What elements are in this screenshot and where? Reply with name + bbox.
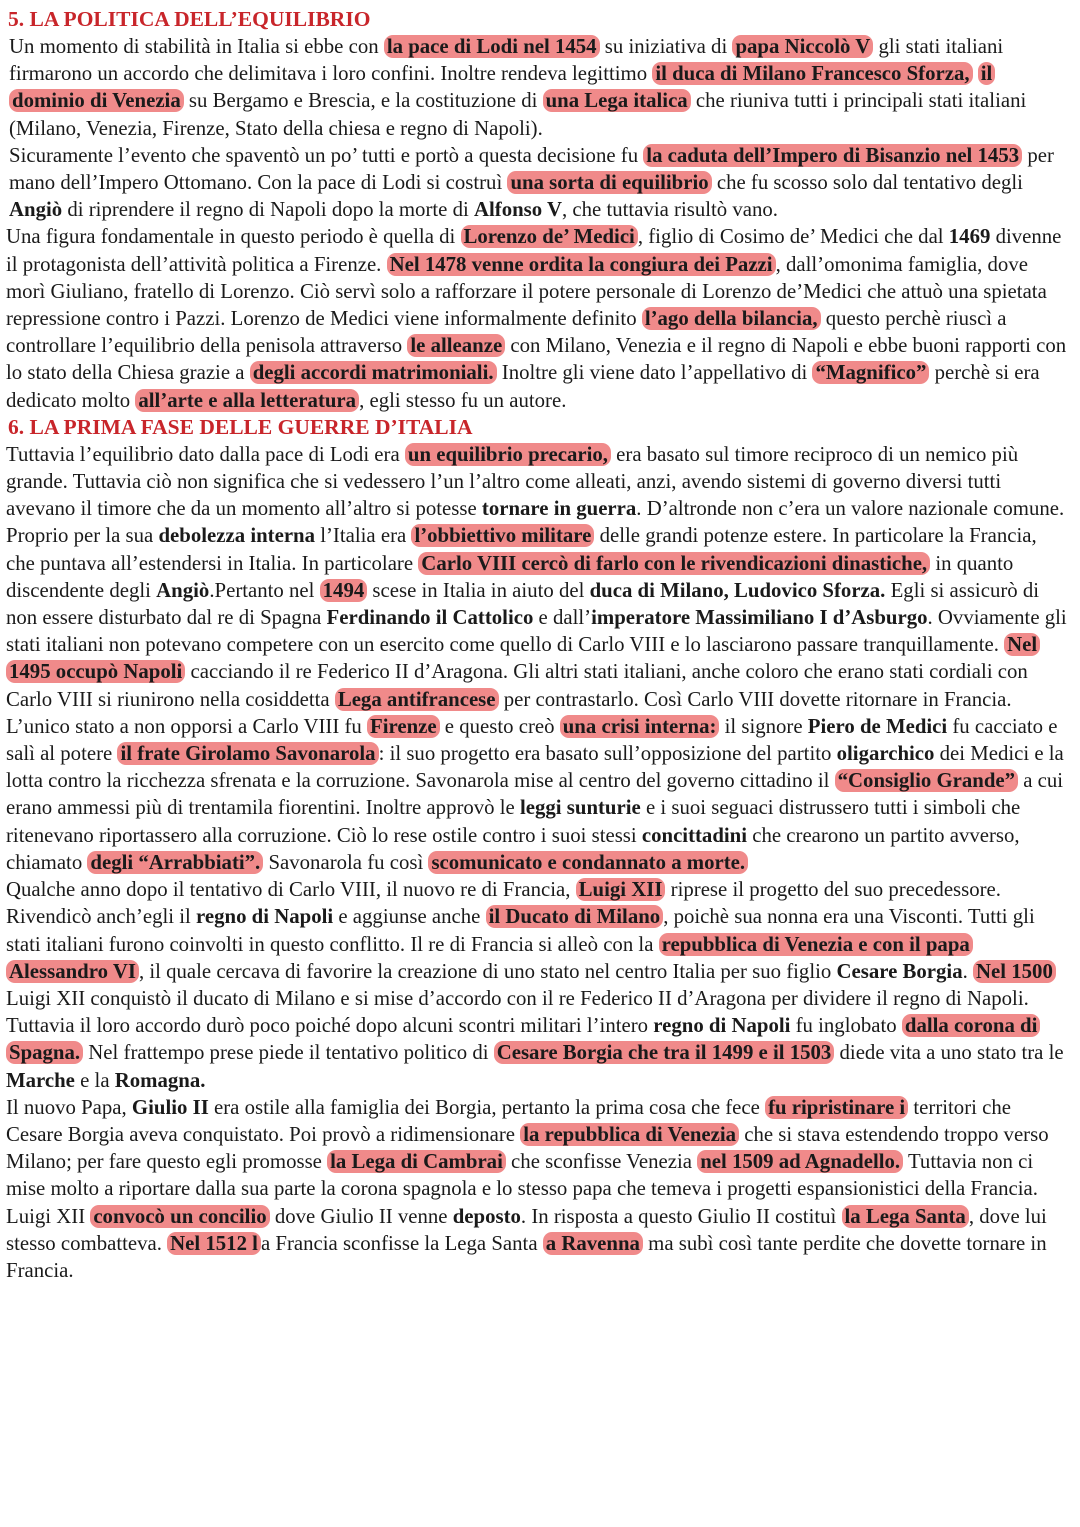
text-run: questo perchè riuscì a controllare l’equilibrio della penisola attraverso bbox=[6, 307, 1007, 358]
text-run: e la bbox=[74, 1068, 115, 1092]
highlighted-text: nel 1509 ad Agnadello. bbox=[697, 1150, 903, 1173]
text-run: a cui erano ammessi più di trentamila fiorentini. Inoltre approvò le bbox=[6, 769, 1064, 820]
text-run: dove Giulio II venne bbox=[269, 1204, 453, 1228]
highlighted-text: fu ripristinare i bbox=[765, 1096, 908, 1119]
bold-text: tornare in guerra bbox=[481, 497, 637, 521]
highlighted-text: convocò un concilio bbox=[90, 1205, 269, 1228]
bold-text: imperatore Massimiliano I d’Asburgo bbox=[591, 606, 928, 630]
text-run: su iniziativa di bbox=[599, 35, 733, 58]
text-run: riprese il progetto del suo precedessore. Rivendicò anch’egli il bbox=[6, 878, 1001, 929]
highlighted-text: la caduta dell’Impero di Bisanzio nel 1453 bbox=[643, 144, 1022, 167]
highlighted-text: la repubblica di Venezia bbox=[520, 1123, 739, 1146]
text-run: ma subì così tante perdite che dovette tornare in Francia. bbox=[6, 1231, 1047, 1282]
text-run: e aggiunse anche bbox=[333, 905, 486, 929]
highlighted-text: scomunicato e condannato a morte. bbox=[428, 851, 748, 874]
highlighted-text: una Lega italica bbox=[543, 89, 691, 112]
bold-text: Ferdinando il Cattolico bbox=[326, 606, 534, 630]
highlighted-text: “Consiglio Grande” bbox=[835, 769, 1018, 792]
highlighted-text: il Ducato di Milano bbox=[486, 905, 664, 928]
text-run: L’unico stato a non opporsi a Carlo VIII fu bbox=[6, 714, 367, 738]
section-5-title: 5. LA POLITICA DELL’EQUILIBRIO bbox=[8, 7, 371, 31]
text-run: e dall’ bbox=[533, 606, 592, 630]
text-run: Qualche anno dopo il tentativo di Carlo VIII, il nuovo re di Francia, bbox=[6, 878, 576, 902]
text-run: gli stati italiani firmarono un accordo che delimitava i loro confini. Inoltre rendeva legittimo bbox=[9, 35, 1004, 86]
highlighted-text: Luigi XII bbox=[576, 878, 666, 901]
highlighted-text: Nel 1500 bbox=[973, 960, 1056, 983]
text-run: , il quale cercava di favorire la creazione di uno stato nel centro Italia per suo figlio bbox=[138, 959, 837, 983]
text-run: Luigi XII conquistò il ducato di Milano e si mise d’accordo con il re Federico II d’Aragona per dividere il regno di Napoli. Tuttavia il loro accordo durò poco poiché dopo alcuni scontri militari l’intero bbox=[6, 986, 1029, 1038]
bold-text: leggi sunturie bbox=[520, 796, 641, 820]
highlighted-text: Carlo VIII cercò di farlo con le rivendicazioni dinastiche, bbox=[418, 552, 930, 575]
highlighted-text: Lorenzo de’ Medici bbox=[461, 225, 638, 248]
highlighted-text: Firenze bbox=[367, 715, 440, 738]
highlighted-text: il frate Girolamo Savonarola bbox=[117, 742, 378, 765]
section-6-body bbox=[6, 441, 1070, 1284]
highlighted-text: una sorta di equilibrio bbox=[507, 171, 711, 194]
text-run: che riuniva tutti i principali stati italiani (Milano, Venezia, Firenze, Stato della chiesa e regno di Napoli). bbox=[9, 89, 1027, 140]
bold-text: concittadini bbox=[641, 823, 748, 847]
section-6-title: 6. LA PRIMA FASE DELLE GUERRE D’ITALIA bbox=[8, 414, 473, 439]
section-5-body bbox=[6, 33, 1070, 414]
bold-text: Angiò bbox=[156, 578, 210, 602]
text-run: e i suoi seguaci distrussero tutti i simboli che ritenevano riportassero alla corruzione. Ciò lo rese ostile contro i suoi stessi bbox=[6, 796, 1021, 847]
text-run: Tuttavia non ci mise molto a riportare dalla sua parte la corona spagnola e lo stesso papa che temeva i progetti espansionistici della Francia. Luigi XII bbox=[6, 1150, 1038, 1228]
highlighted-text: papa Niccolò V bbox=[732, 35, 873, 58]
text-run: Proprio per la sua bbox=[6, 524, 159, 548]
highlighted-text: degli accordi matrimoniali. bbox=[250, 361, 497, 384]
text-run: delle grandi potenze estere. In particolare la Francia, che puntava all’estendersi in Italia. In particolare bbox=[6, 524, 1037, 575]
section-6-paragraph bbox=[6, 876, 1070, 1094]
section-5-paragraph bbox=[6, 142, 1070, 224]
text-run: territori che Cesare Borgia aveva conquistato. Poi provò a ridimensionare bbox=[6, 1095, 1011, 1146]
text-run: su Bergamo e Brescia, e la costituzione di bbox=[183, 89, 543, 113]
highlighted-text: a Ravenna bbox=[543, 1232, 643, 1255]
section-6-paragraph bbox=[6, 522, 1070, 712]
bold-text: regno di Napoli bbox=[653, 1014, 791, 1038]
text-run: Savonarola fu così bbox=[263, 850, 429, 874]
text-run: Sicuramente l’evento che spaventò un po’ tutti e portò a questa decisione fu bbox=[9, 143, 644, 167]
text-run: cacciando il re Federico II d’Aragona. Gli altri stati italiani, anche coloro che erano stati cordiali con Carlo VIII si riunirono nella cosiddetta bbox=[6, 660, 1028, 711]
highlighted-text: la Lega Santa bbox=[842, 1205, 969, 1228]
bold-text: Giulio II bbox=[131, 1095, 209, 1119]
bold-text: Romagna. bbox=[114, 1068, 206, 1092]
text-run: .Pertanto nel bbox=[209, 578, 320, 602]
highlighted-text: il duca di Milano Francesco Sforza, bbox=[652, 62, 972, 85]
text-run: , dove lui stesso combatteva. bbox=[6, 1204, 1047, 1255]
highlighted-text: una crisi interna: bbox=[560, 715, 720, 738]
text-run: era ostile alla famiglia dei Borgia, pertanto la prima cosa che fece bbox=[208, 1095, 766, 1119]
highlighted-text: le alleanze bbox=[407, 334, 505, 357]
text-run: con Milano, Venezia e il regno di Napoli e ebbe buoni rapporti con lo stato della Chiesa grazie a bbox=[6, 334, 1067, 385]
highlighted-text: il dominio di Venezia bbox=[9, 62, 995, 112]
bold-text: Marche bbox=[6, 1068, 75, 1092]
text-run: che fu scosso solo dal tentativo degli bbox=[711, 171, 1023, 195]
text-run: fu cacciato e salì al potere bbox=[6, 714, 1058, 766]
text-run: in quanto discendente degli bbox=[6, 551, 1014, 602]
bold-text: Cesare Borgia bbox=[836, 959, 963, 983]
text-run: che sconfisse Venezia bbox=[505, 1150, 698, 1174]
text-run: , poichè sua nonna era una Visconti. Tutti gli stati italiani furono coinvolti in questo conflitto. Il re di Francia si alleò con la bbox=[6, 905, 1035, 956]
bold-text: Angiò bbox=[9, 198, 63, 222]
highlighted-text: l’ago della bilancia, bbox=[642, 307, 821, 330]
bold-text: oligarchico bbox=[836, 742, 935, 766]
highlighted-text: Nel 1512 l bbox=[167, 1232, 261, 1255]
highlighted-text: all’arte e alla letteratura bbox=[135, 389, 359, 412]
text-run: l’Italia era bbox=[315, 524, 412, 548]
text-run: . In risposta a questo Giulio II costituì bbox=[520, 1204, 842, 1228]
bold-text: duca di Milano, Ludovico Sforza. bbox=[589, 578, 886, 602]
text-run: scese in Italia in aiuto del bbox=[367, 578, 590, 602]
text-run: , figlio di Cosimo de’ Medici che dal bbox=[637, 225, 949, 249]
bold-text: regno di Napoli bbox=[196, 905, 334, 929]
bold-text: Piero de Medici bbox=[807, 714, 948, 738]
text-run: a Francia sconfisse la Lega Santa bbox=[260, 1231, 543, 1255]
bold-text: Alfonso V bbox=[473, 198, 562, 222]
bold-text: 1469 bbox=[948, 225, 991, 249]
highlighted-text: un equilibrio precario, bbox=[405, 443, 611, 466]
section-5-paragraph bbox=[6, 223, 1070, 413]
highlighted-text: 1494 bbox=[320, 579, 368, 602]
text-run: che si stava estendendo troppo verso Milano; per fare questo egli promosse bbox=[6, 1122, 1049, 1174]
text-run: Nel frattempo prese piede il tentativo politico di bbox=[83, 1041, 494, 1065]
text-run: dei Medici e la lotta contro la ricchezza sfrenata e la corruzione. Savonarola mise al centro del governo cittadino il bbox=[6, 742, 1064, 793]
text-run: il signore bbox=[719, 714, 808, 738]
bold-text: deposto bbox=[452, 1204, 521, 1228]
text-run: di riprendere il regno di Napoli dopo la morte di bbox=[62, 198, 474, 222]
text-run: perchè si era dedicato molto bbox=[6, 361, 1040, 412]
text-run: . Ovviamente gli stati italiani non potevano competere con un esercito come quello di Carlo VIII e lo lasciarono passare tranquillamente. bbox=[6, 606, 1067, 657]
text-run bbox=[973, 62, 978, 85]
text-run: , egli stesso fu un autore. bbox=[359, 388, 567, 412]
text-run: , che tuttavia risultò vano. bbox=[562, 198, 779, 222]
text-run: , dall’omonima famiglia, dove morì Giuliano, fratello di Lorenzo. Ciò servì solo a rafforzare il potere personale di Lorenzo de’Medici che attuò una spietata repressione contro i Pazzi. Lorenzo de Medici viene informalmente definito bbox=[6, 252, 1047, 331]
text-run: Inoltre gli viene dato l’appellativo di bbox=[496, 361, 813, 385]
text-run: che crearono un partito avverso, chiamato bbox=[6, 823, 1020, 874]
bold-text: debolezza interna bbox=[158, 524, 316, 548]
text-run: per mano dell’Impero Ottomano. Con la pace di Lodi si costruì bbox=[9, 143, 1054, 195]
highlighted-text: l’obbiettivo militare bbox=[411, 524, 594, 547]
section-6-paragraph bbox=[6, 713, 1070, 876]
text-run: . D’altronde non c’era un valore nazionale comune. bbox=[636, 497, 1065, 521]
section-6-paragraph bbox=[6, 1094, 1070, 1284]
text-run: . bbox=[962, 959, 974, 983]
section-6-paragraph bbox=[6, 441, 1070, 523]
text-run: per contrastarlo. Così Carlo VIII dovette ritornare in Francia. bbox=[498, 687, 1012, 711]
text-run: Il nuovo Papa, bbox=[6, 1095, 132, 1119]
highlighted-text: la Lega di Cambrai bbox=[327, 1150, 506, 1173]
highlighted-text: Nel 1478 venne ordita la congiura dei Pazzi bbox=[387, 253, 776, 276]
text-run: diede vita a uno stato tra le bbox=[834, 1041, 1064, 1065]
highlighted-text: la pace di Lodi nel 1454 bbox=[384, 35, 600, 58]
highlighted-text: Cesare Borgia che tra il 1499 e il 1503 bbox=[494, 1041, 835, 1064]
highlighted-text: Nel 1495 occupò Napoli bbox=[6, 633, 1040, 683]
highlighted-text: “Magnifico” bbox=[812, 361, 929, 384]
highlighted-text: Lega antifrancese bbox=[335, 688, 499, 711]
text-run: Una figura fondamentale in questo periodo è quella di bbox=[6, 225, 461, 249]
highlighted-text: dalla corona di Spagna. bbox=[6, 1014, 1040, 1064]
text-run: era basato sul timore reciproco di un nemico più grande. Tuttavia ciò non significa che si vedessero l’un l’altro come alleati, anzi, avendo sistemi di governo diversi tutti avevano il timore che da un momento all’altro si potesse bbox=[6, 442, 1019, 521]
text-run: Tuttavia l’equilibrio dato dalla pace di Lodi era bbox=[6, 442, 405, 466]
text-run: divenne il protagonista dell’attività politica a Firenze. bbox=[6, 225, 1062, 276]
text-run: Un momento di stabilità in Italia si ebbe con bbox=[9, 35, 384, 58]
text-run: fu inglobato bbox=[790, 1014, 902, 1038]
text-run: : il suo progetto era basato sull’opposizione del partito bbox=[378, 742, 837, 766]
section-5-paragraph bbox=[6, 33, 1070, 142]
highlighted-text: repubblica di Venezia e con il papa Alessandro VI bbox=[6, 933, 973, 983]
text-run: e questo creò bbox=[439, 714, 560, 738]
highlighted-text: degli “Arrabbiati”. bbox=[87, 851, 263, 874]
text-run: Egli si assicurò di non essere disturbato dal re di Spagna bbox=[6, 578, 1040, 630]
